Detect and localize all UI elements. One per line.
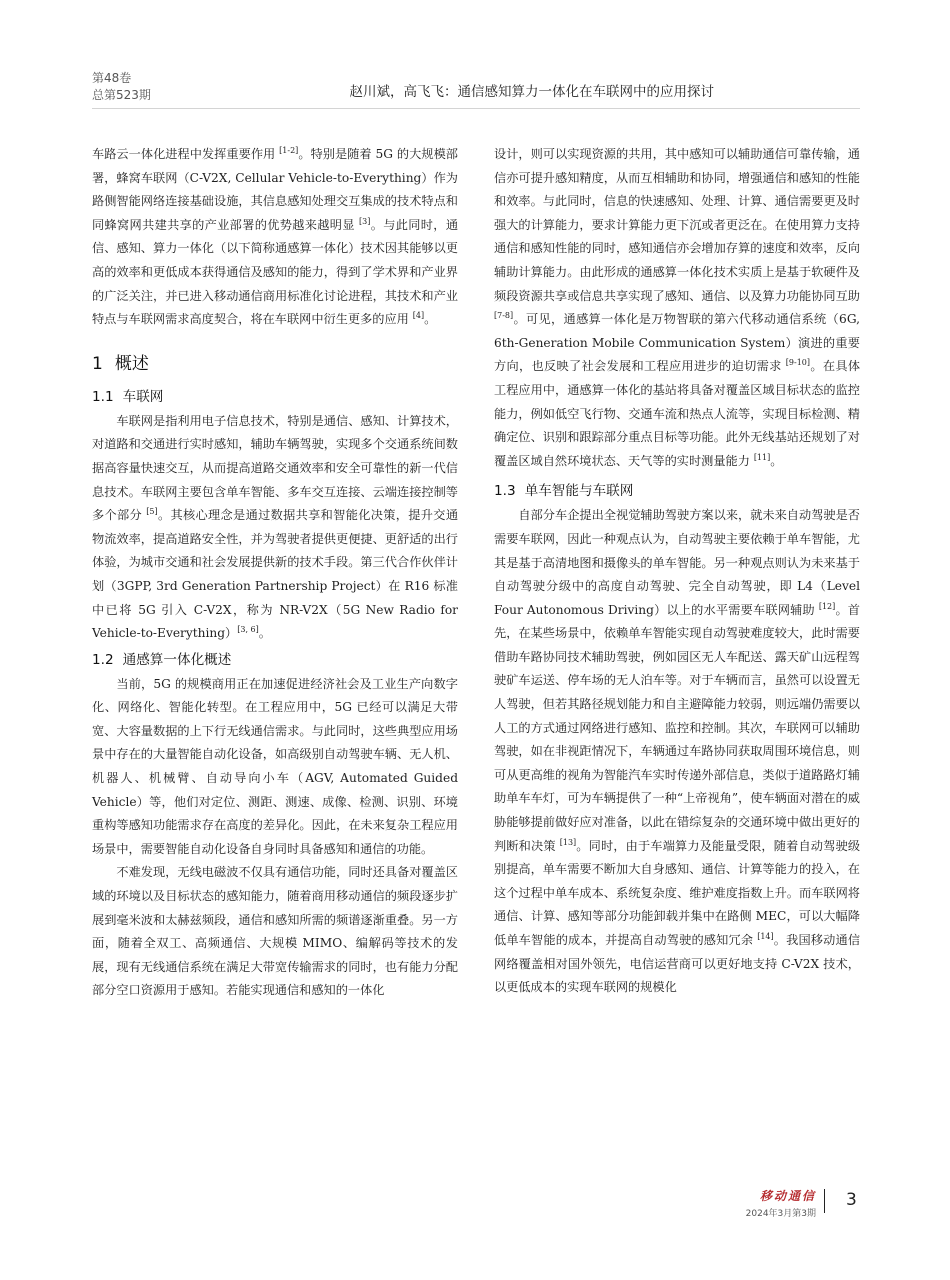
volume-info: [92, 70, 151, 104]
left-column: [92, 143, 458, 1003]
text-run: 。: [258, 626, 271, 641]
text-run: 。: [424, 312, 437, 327]
text-run: 车路云一体化进程中发挥重要作用: [92, 147, 280, 161]
text-run: 。: [770, 453, 783, 468]
citation: [13]: [559, 837, 577, 847]
subsection-1-2-number: 1.2: [92, 651, 114, 668]
text-run: 自部分车企提出全视觉辅助驾驶方案以来，就未来自动驾驶是否需要车联网，因此一种观点认为，自动驾驶主要依赖于单车智能，尤其是基于高清地图和摄像头的单车智能。另一种观点则认为未来基于自动驾驶分级中的高度自动驾驶、完全自动驾驶，即 L4（Level Four Autonomous Driving）以上的水平需要车联网辅助: [494, 508, 860, 617]
citation: [11]: [753, 452, 771, 462]
section-1-title: 概述: [114, 353, 149, 374]
subsection-1-1-heading: [92, 385, 458, 409]
running-title: 赵川斌，高飞飞：通信感知算力一体化在车联网中的应用探讨: [349, 84, 714, 100]
right-column: [494, 143, 860, 1000]
paragraph-1-3: [494, 504, 860, 999]
issue-total: 总第523期: [92, 88, 151, 102]
citation: [7-8]: [494, 311, 514, 321]
journal-logo: 移动通信: [759, 1189, 816, 1203]
citation: [3, 6]: [237, 625, 259, 635]
citation: [4]: [412, 311, 425, 321]
subsection-1-1-number: 1.1: [92, 388, 114, 405]
paragraph-1-2-c: [494, 143, 860, 473]
text-run: 设计，则可以实现资源的共用，其中感知可以辅助通信可靠传输，通信亦可提升感知精度，从而互相辅助和协同，增强通信和感知的性能和效率。与此同时，信息的快速感知、处理、计算、通信需要更及时强大的计算能力，要求计算能力更下沉或者更泛在。在使用算力支持通信和感知性能的同时，感知通信亦会增加存算的速度和效率，反向辅助计算能力。由此形成的通感算一体化技术实质上是基于软硬件及频段资源共享或信息共享实现了感知、通信、以及算力功能协同互助: [494, 147, 860, 303]
page-header: [92, 66, 860, 109]
section-1-heading: [92, 352, 458, 376]
issue-date: 2024年3月第3期: [745, 1209, 816, 1219]
subsection-1-3-title: 单车智能与车联网: [524, 483, 634, 500]
subsection-1-2-heading: [92, 648, 458, 672]
text-run: 。与此同时，通信、感知、算力一体化（以下简称通感算一体化）技术因其能够以更高的效率和更低成本获得通信及感知的能力，得到了学术界和产业界的广泛关注，并已进入移动通信商用标准化讨论进程，其技术和产业特点与车联网需求高度契合，将在车联网中衍生更多的应用: [92, 217, 459, 327]
text-run: 不难发现，无线电磁波不仅具有通信功能，同时还具备对覆盖区域的环境以及目标状态的感知能力，随着商用移动通信的频段逐步扩展到毫米波和太赫兹频段，通信和感知所需的频谱逐渐重叠。另一方面，随着全双工、高频通信、大规模 MIMO、编解码等技术的发展，现有无线通信系统在满足大带宽传输需求的同时，也有能力分配部分空口资源用于感知。若能实现通信和感知的一体化: [92, 865, 458, 998]
text-run: 。其核心理念是通过数据共享和智能化决策，提升交通物流效率，提高道路安全性，并为驾驶者提供更便捷、更舒适的出行体验，为城市交通和社会发展提供新的技术手段。第三代合作伙伴计划（3GPP, 3rd Generation Partnership Project）在 R16 标准中已将 5G 引入 C-V2X，称为 NR-V2X（5G New Radio for Vehicle-to-Everything）: [92, 508, 459, 641]
text-run: 。同时，由于车端算力及能量受限，随着自动驾驶级别提高，单车需要不断加大自身感知、通信、计算等能力的投入，在这个过程中单车成本、系统复杂度、维护难度指数上升。而车联网将通信、计算、感知等部分功能卸载并集中在路侧 MEC，可以大幅降低单车智能的成本，并提高自动驾驶的感知冗余: [494, 838, 861, 947]
text-run: 当前，5G 的规模商用正在加速促进经济社会及工业生产向数字化、网络化、智能化转型。在工程应用中，5G 已经可以满足大带宽、大容量数据的上下行无线通信需求。与此同时，这些典型应用场景中存在的大量智能自动化设备，如高级别自动驾驶车辆、无人机、机器人、机械臂、自动导向小车（AGV, Automated Guided Vehicle）等，他们对定位、测距、测速、成像、检测、识别、环境重构等感知功能需求存在高度的差异化。因此，在未来复杂工程应用场景中，需要智能自动化设备自身同时具备感知和通信的功能。: [92, 676, 458, 856]
citation: [5]: [146, 507, 158, 517]
subsection-1-2-title: 通感算一体化概述: [122, 651, 232, 668]
paragraph-1-1: [92, 410, 458, 646]
paragraph-1-2-b: [92, 861, 458, 1003]
text-run: 。在具体工程应用中，通感算一体化的基站将具备对覆盖区域目标状态的监控能力，例如低空飞行物、交通车流和热点人流等，实现目标检测、精确定位、识别和跟踪部分重点目标等功能。此外无线基站还规划了对覆盖区域自然环境状态、天气等的实时测量能力: [494, 359, 861, 468]
text-run: 车联网是指利用电子信息技术，特别是通信、感知、计算技术，对道路和交通进行实时感知，辅助车辆驾驶，实现多个交通系统间数据高容量快速交互，从而提高道路交通效率和安全可靠性的新一代信息技术。车联网主要包含单车智能、多车交互连接、云端连接控制等多个部分: [92, 413, 458, 523]
text-run: 。特别是随着 5G 的大规模部署，蜂窝车联网（C-V2X, Cellular Vehicle-to-Everything）作为路侧智能网络连接基础设施，其信息感知处理交互集成的技术特点和同蜂窝网共建共享的产业部署的优势越来越明显: [92, 147, 458, 232]
page-number: 3: [846, 1190, 857, 1210]
volume-number: 第48卷: [92, 71, 132, 85]
subsection-1-1-title: 车联网: [122, 388, 164, 405]
citation: [12]: [818, 601, 836, 611]
section-1-number: 1: [92, 353, 103, 374]
subsection-1-3-number: 1.3: [494, 483, 516, 500]
footer-divider: [824, 1189, 825, 1213]
paragraph-1-2-a: [92, 673, 458, 862]
citation: [3]: [359, 216, 371, 226]
text-run: 。可见，通感算一体化是万物智联的第六代移动通信系统（6G, 6th-Generation Mobile Communication System）演进的重要方向，也反映了社会发展和工程应用进步的迫切需求: [494, 312, 860, 374]
citation: [14]: [757, 932, 774, 941]
citation: [1-2]: [279, 146, 299, 155]
text-run: 。我国移动通信网络覆盖相对国外领先，电信运营商可以更好地支持 C-V2X 技术，以更低成本的实现车联网的规模化: [494, 933, 861, 995]
text-run: 。首先，在某些场景中，依赖单车智能实现自动驾驶难度较大，此时需要借助车路协同技术辅助驾驶，例如园区无人车配送、露天矿山远程驾驶矿车运送、停车场的无人泊车等。对于车辆而言，虽然可以设置无人驾驶，但若其路径规划能力和自主避障能力较弱，则远端仍需要以人工的方式通过网络进行感知、监控和控制。其次，车联网可以辅助驾驶，如在非视距情况下，车辆通过车路协同获取周围环境信息，则可从更高维的视角为智能汽车实时传递外部信息，类似于道路路灯辅助单车车灯，可为车辆提供了一种“上帝视角”，使车辆面对潜在的威胁能够提前做好应对准备，以此在错综复杂的交通环境中做出更好的判断和决策: [494, 602, 860, 853]
citation: [9-10]: [785, 358, 810, 368]
subsection-1-3-heading: [494, 479, 860, 503]
paragraph-intro: [92, 143, 458, 332]
journal-brand: [738, 1187, 816, 1219]
